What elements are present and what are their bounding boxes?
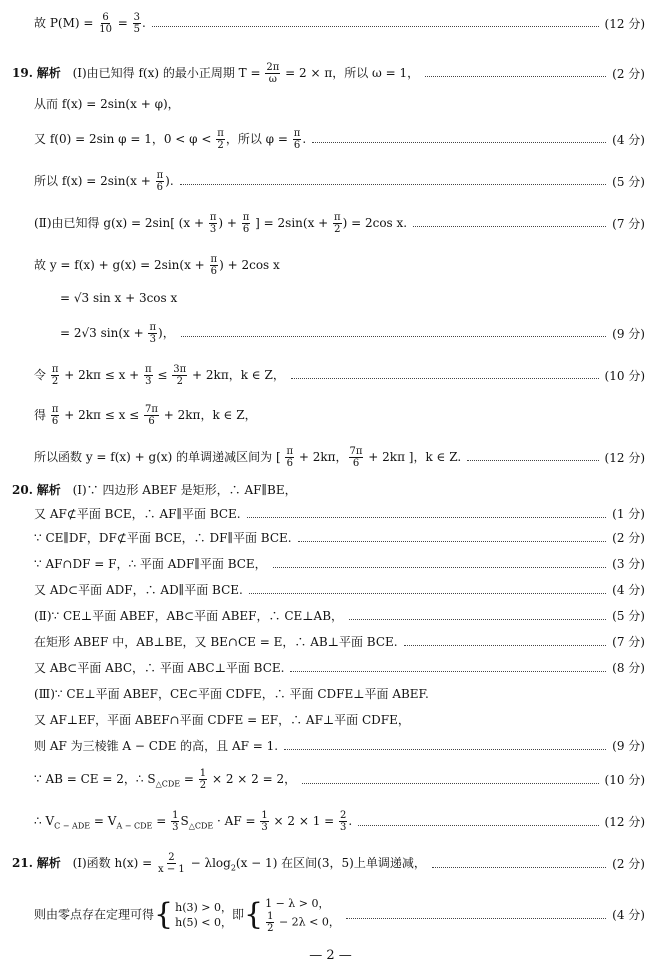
score-label: (5 分) (612, 174, 645, 189)
leader-dots (181, 336, 606, 337)
q20-line-7: 在矩形 ABEF 中，AB⊥BE，又 BE∩CE = E，∴ AB⊥平面 BCE. (7 分) (0, 634, 661, 650)
q20-line-13: ∴ $V_{C - ADE} = V_{A - CDE}$ = $\frac{1}{3}$ $S_{\triangle CDE}$ · AF = $\frac{1}{3}$ × 2 × 1 = $\frac{2}{3}$ . (12 分) (0, 810, 661, 834)
fraction: $\frac{\pi}{3}$ (145, 364, 152, 387)
left-brace: { (154, 897, 174, 932)
leader-dots (425, 76, 606, 77)
leader-dots (273, 567, 607, 568)
score-label: (4 分) (612, 583, 645, 597)
solution-label: 解析 (36, 66, 61, 80)
q19-line-2: 从而 f(x) = 2sin(x + φ)， (34, 97, 180, 111)
score-label: (7 分) (612, 635, 645, 649)
fraction: $\frac{\pi}{6}$ (286, 446, 294, 469)
fraction: $\frac{1}{3}$ (261, 810, 268, 833)
fraction: $\frac{\pi}{3}$ (209, 212, 217, 235)
q21-line-2: 则由零点存在定理可得 { h(3) > 0， h(5) < 0， 即 { 1 − λ > 0， $\frac{1}{2}$ − 2λ < 0， (4 分) (0, 896, 661, 934)
q20-line-1: 20. 解析 (Ⅰ)∵ 四边形 ABEF 是矩形，∴ AF∥BE， (12, 483, 297, 497)
q19-line-6: 故 y = f(x) + g(x) = 2sin(x + $\frac{\pi}{6}$ ) + 2cos x (34, 254, 280, 277)
score-label: (4 分) (612, 908, 645, 922)
q20-line-12: ∵ AB = CE = 2，∴ $S_{\triangle CDE}$ = $\frac{1}{2}$ × 2 × 2 = 2， (10 分) (0, 768, 661, 792)
score-label: (9 分) (612, 326, 645, 341)
score-label: (7 分) (612, 216, 645, 231)
fraction: $\frac{\pi}{3}$ (149, 322, 157, 345)
leader-dots (404, 645, 607, 646)
q20-line-10: 又 AF⊥EF，平面 ABEF∩平面 CDFE = EF，∴ AF⊥平面 CDFE， (34, 713, 410, 727)
fraction: $\frac{\pi}{6}$ (293, 128, 301, 151)
leader-dots (291, 378, 599, 379)
leader-dots (346, 918, 606, 919)
q19-line-5: (Ⅱ)由已知得 g(x) = 2sin[ (x + $\frac{\pi}{3}$ ) + $\frac{\pi}{6}$ ] = 2sin(x + $\frac{\pi}{2}$ ) = 2cos x. (7 分) (0, 212, 661, 235)
q19-line-8: = 2√3 sin(x + $\frac{\pi}{3}$ )， (9 分) (0, 322, 661, 345)
fraction: $\frac{1}{2}$ (267, 911, 274, 934)
score-label: (12 分) (604, 815, 645, 830)
q21-line-1: 21. 解析 (Ⅰ)函数 h(x) = $\frac{2}{x - 1}$ − λlog$_2$(x − 1) 在区间(3，5)上单调递减， (2 分) (0, 852, 661, 876)
q19-line-3: 又 f(0) = 2sin φ = 1，0 < φ < $\frac{\pi}{2}$ ，所以 φ = $\frac{\pi}{6}$ . (4 分) (0, 128, 661, 151)
fraction: $\frac{\pi}{6}$ (156, 170, 164, 193)
equation-system: { 1 − λ > 0， $\frac{1}{2}$ − 2λ < 0， (244, 897, 340, 934)
fraction: $\frac{6}{10}$ (99, 12, 112, 35)
solution-label: 解析 (36, 483, 61, 497)
leader-dots (312, 142, 606, 143)
score-label: (2 分) (612, 66, 645, 81)
leader-dots (298, 541, 607, 542)
score-label: (9 分) (612, 739, 645, 753)
fraction: $\frac{\pi}{2}$ (217, 128, 224, 151)
leader-dots (180, 184, 607, 185)
fraction: $\frac{1}{3}$ (172, 810, 179, 833)
fraction: $\frac{\pi}{6}$ (242, 212, 250, 235)
q20-line-4: ∵ AF∩DF = F，∴ 平面 ADF∥平面 BCE， (3 分) (0, 556, 661, 572)
q19-line-10: 得 $\frac{\pi}{6}$ + 2kπ ≤ x ≤ $\frac{7\pi}{6}$ + 2kπ，k ∈ Z， (34, 404, 257, 427)
fraction: $\frac{\pi}{6}$ (210, 254, 218, 277)
fraction: $\frac{2}{x - 1}$ (158, 852, 185, 875)
score-label: (12 分) (604, 450, 645, 465)
solution-label: 解析 (36, 856, 61, 870)
question-number: 20. (12, 483, 33, 497)
equation-system: { h(3) > 0， h(5) < 0， (154, 897, 232, 932)
score-label: (10 分) (604, 773, 645, 788)
q19-line-7: = √3 sin x + 3cos x (60, 291, 178, 305)
leader-dots (358, 825, 598, 826)
q20-line-11: 则 AF 为三棱锥 A − CDE 的高，且 AF = 1. (9 分) (0, 738, 661, 754)
q19-line-4: 所以 f(x) = 2sin(x + $\frac{\pi}{6}$ ). (5 分) (0, 170, 661, 193)
q20-line-6: (Ⅱ)∵ CE⊥平面 ABEF，AB⊂平面 ABEF，∴ CE⊥AB， (5 分) (0, 608, 661, 624)
fraction: $\frac{\pi}{2}$ (334, 212, 341, 235)
leader-dots (467, 460, 598, 461)
leader-dots (284, 749, 606, 750)
left-brace: { (244, 897, 264, 932)
score-label: (10 分) (604, 368, 645, 383)
pm-text: 故 P(M) = (34, 16, 98, 30)
score-label: (5 分) (612, 609, 645, 623)
leader-dots (152, 26, 599, 27)
question-number: 21. (12, 856, 33, 870)
score-label: (8 分) (612, 661, 645, 675)
fraction: $\frac{3}{5}$ (133, 12, 141, 35)
score-label: (2 分) (612, 857, 645, 872)
fraction: $\frac{2}{3}$ (340, 810, 347, 833)
fraction: $\frac{\pi}{2}$ (51, 364, 59, 387)
leader-dots (302, 783, 598, 784)
q20-line-3: ∵ CE∥DF，DF⊄平面 BCE，∴ DF∥平面 BCE. (2 分) (0, 530, 661, 546)
q20-line-5: 又 AD⊂平面 ADF，∴ AD∥平面 BCE. (4 分) (0, 582, 661, 598)
score-label: (4 分) (612, 132, 645, 147)
score-label: (2 分) (612, 531, 645, 545)
fraction: $\frac{2\pi}{\omega}$ (266, 62, 280, 85)
leader-dots (432, 867, 606, 868)
leader-dots (290, 671, 606, 672)
q20-line-2: 又 AF⊄平面 BCE，∴ AF∥平面 BCE. (1 分) (0, 506, 661, 522)
leader-dots (413, 226, 606, 227)
leader-dots (249, 593, 606, 594)
question-number: 19. (12, 66, 33, 80)
fraction: $\frac{7\pi}{6}$ (145, 404, 158, 427)
score-label: (12 分) (604, 16, 645, 31)
leader-dots (349, 619, 606, 620)
fraction: $\frac{3\pi}{2}$ (173, 364, 187, 387)
score-label: (1 分) (612, 507, 645, 521)
fraction: $\frac{7\pi}{6}$ (349, 446, 363, 469)
q19-line-1: 19. 解析 (Ⅰ)由已知得 f(x) 的最小正周期 T = $\frac{2\pi}{\omega}$ = 2 × π，所以 ω = 1， (2 分) (0, 62, 661, 85)
page-number: — 2 — (309, 948, 352, 963)
q20-line-8: 又 AB⊂平面 ABC，∴ 平面 ABC⊥平面 BCE. (8 分) (0, 660, 661, 676)
q19-line-11: 所以函数 y = f(x) + g(x) 的单调递减区间为 [ $\frac{\pi}{6}$ + 2kπ， $\frac{7\pi}{6}$ + 2kπ ]，k ∈ Z. (12 分) (0, 446, 661, 469)
leader-dots (247, 517, 607, 518)
score-label: (3 分) (612, 557, 645, 571)
q20-line-9: (Ⅲ)∵ CE⊥平面 ABEF，CE⊂平面 CDFE，∴ 平面 CDFE⊥平面 ABEF. (34, 687, 429, 701)
pm-line: 故 P(M) = $\frac{6}{10}$ = $\frac{3}{5}$ . (12 分) (0, 12, 661, 35)
fraction: $\frac{1}{2}$ (199, 768, 207, 791)
fraction: $\frac{\pi}{6}$ (51, 404, 59, 427)
q19-line-9: 令 $\frac{\pi}{2}$ + 2kπ ≤ x + $\frac{\pi}{3}$ ≤ $\frac{3\pi}{2}$ + 2kπ，k ∈ Z， (10 分) (0, 364, 661, 387)
